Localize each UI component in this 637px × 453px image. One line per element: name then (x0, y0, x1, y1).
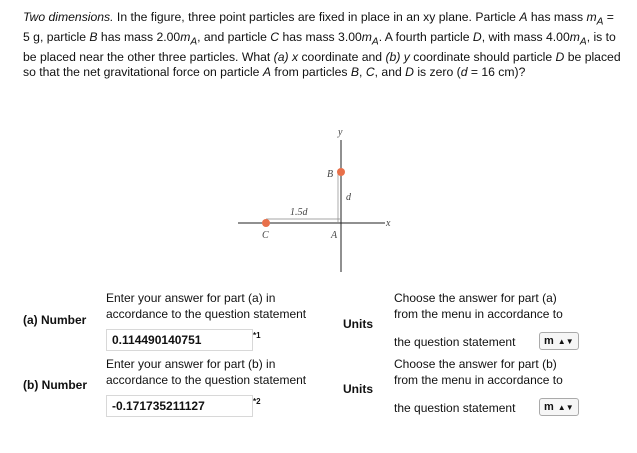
problem-var: A (579, 36, 587, 48)
y-axis-label: y (338, 127, 343, 138)
part-b-instruction-2: accordance to the question statement (106, 373, 307, 387)
problem-text: . A fourth particle (378, 30, 473, 45)
part-a-answer-input[interactable]: 0.114490140751 (106, 329, 253, 351)
problem-var: C (365, 64, 375, 79)
problem-var: y (403, 50, 410, 65)
label-d: d (346, 192, 351, 203)
x-axis-label: x (386, 218, 391, 229)
problem-text: has mass 3.00 (279, 30, 362, 45)
problem-var: A (371, 36, 379, 48)
label-B: B (327, 169, 334, 180)
problem-text: , with mass 4.00 (481, 30, 570, 45)
problem-var: D (405, 64, 414, 79)
problem-var: D (555, 50, 565, 65)
part-b-units-select[interactable] (539, 398, 579, 416)
part-b-units-value: m (544, 401, 554, 413)
label-A: A (331, 230, 338, 241)
problem-text: In the figure, three point particles are fixed in place in an xy plane. Particle (113, 10, 520, 24)
problem-text: , and particle (197, 30, 271, 45)
problem-var: m (586, 10, 597, 24)
part-b-instruction-1: Enter your answer for part (b) in (106, 357, 276, 371)
problem-var: D (472, 30, 482, 45)
problem-text: , is to be placed near the other three particles. What (23, 30, 616, 65)
part-a-footnote: *1 (253, 331, 261, 340)
problem-var: m (361, 30, 372, 45)
problem-text: has mass (527, 10, 587, 24)
part-a-instruction-2: accordance to the question statement (106, 307, 307, 321)
problem-text: from particles (270, 64, 351, 79)
part-a-units-hint-1: Choose the answer for part (a) (394, 291, 557, 305)
part-b-units-hint-2: from the menu in accordance to (394, 373, 563, 387)
problem-text: has mass 2.00 (97, 30, 181, 45)
part-a-units-value: m (544, 335, 554, 347)
problem-var: d (460, 64, 468, 79)
updown-arrow-icon: ▲▼ (557, 337, 574, 346)
part-a-units-select[interactable] (539, 332, 579, 350)
part-b-footnote: *2 (253, 397, 261, 406)
problem-var: C (270, 30, 280, 45)
problem-var: x (291, 50, 299, 65)
problem-var: A (190, 36, 198, 48)
label-C: C (262, 230, 269, 241)
part-a-units-hint-2: from the menu in accordance to (394, 307, 563, 321)
problem-var: m (569, 30, 580, 45)
label-1.5d: 1.5d (290, 207, 308, 218)
problem-var: (b) (385, 50, 401, 65)
problem-text: be placed so that the net gravitational force on particle (23, 50, 621, 79)
part-b-units-label: Units (343, 382, 373, 396)
problem-var: A (596, 16, 604, 28)
part-b-label: (b) Number (23, 378, 87, 392)
problem-var: A (519, 10, 528, 24)
part-b-units-hint-1: Choose the answer for part (b) (394, 357, 557, 371)
problem-text: coordinate and (298, 50, 386, 65)
part-a-instruction-1: Enter your answer for part (a) in (106, 291, 276, 305)
problem-text: , (359, 64, 366, 79)
updown-arrow-icon: ▲▼ (557, 403, 574, 412)
part-a-units-label: Units (343, 317, 373, 331)
problem-text: is zero ( (413, 64, 461, 79)
problem-var: m (180, 30, 191, 45)
problem-text: , and (374, 64, 406, 79)
particle-C (262, 219, 270, 227)
part-b-answer-input[interactable]: -0.171735211127 (106, 395, 253, 417)
problem-var: B (350, 64, 360, 79)
problem-var: (a) (273, 50, 289, 65)
problem-text: coordinate should particle (409, 50, 556, 65)
part-a-label: (a) Number (23, 313, 87, 327)
problem-title: Two dimensions. (23, 10, 114, 24)
problem-var: A (262, 64, 271, 79)
part-b-units-hint-3: the question statement (394, 401, 516, 415)
problem-text: = 5 g, particle (23, 10, 614, 45)
particle-B (337, 168, 345, 176)
problem-text: = 16 cm)? (467, 64, 526, 79)
part-a-units-hint-3: the question statement (394, 335, 516, 349)
problem-var: B (89, 30, 98, 45)
